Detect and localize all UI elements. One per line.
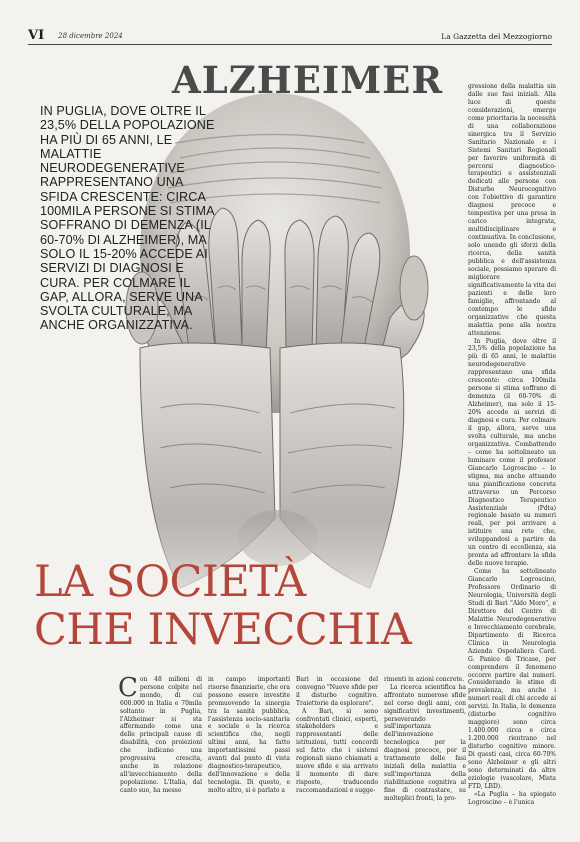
article-body xyxy=(118,673,556,824)
article-paragraph: in campo importanti risorse finanziarie, che ora possono essere investite promuovendo la sinergia tra la sanità pubblica, l'assistenza socio-sanitaria e sociale e la ricerca scientifica che, negli ultimi anni, ha fatto importantissimi passi avanti dal punto di vista diagnostico-terapeutico, dell'innovazione e della tecnologia. Di questo, e molto altro, si è parlato a xyxy=(208,676,290,794)
headline-line-1: LA SOCIETÀ xyxy=(34,557,306,607)
article-paragraph: In Puglia, dove oltre il 23,5% della popolazione ha più di 65 anni, le malattie neurodegenerative rappresentano una sfida crescente: circa 100mila persone si stima soffrano di demenza (il 60-70% di Alzheimer), ma solo il 15-20% accede ai servizi di diagnosi e cura. Per colmare il gap, allora, serve una svolta culturale, ma anche organizzativa. Combattendo – come ha sottolineato un luminare come il professor Giancarlo Logroscino – lo stigma, ma anche attuando una pianificazione concreta attraverso un Percorso Diagnostico Terapeutico Assistenziale (Pdta) regionale basato su numeri reali, per poi arrivare a istituire una rete che, sviluppandosi a partire da un centro di eccellenza, sia pronta ad affrontare la sfida delle nuove terapie. xyxy=(468,337,556,568)
headline xyxy=(34,558,411,654)
article-paragraph: gressione della malattia sin dalle sue fasi iniziali. Alla luce di queste considerazioni, emerge come prioritaria la necessità di una collaborazione sinergica tra il Servizio Sanitario Nazionale e i Sistemi Sanitari Regionali per favorire uniformità di percorsi diagnostico-terapeutici e assistenziali dedicati alle persone con Disturbo Neurocognitivo con l'obiettivo di garantire diagnosi precoce e tempestiva per una presa in carico integrata, multidisciplinare e continuativa. In conclusione, solo unendo gli sforzi della ricerca, della sanità pubblica e dell'assistenza sociale, possiamo sperare di migliorare significativamente la vita dei pazienti e delle loro famiglie, affrontando al contempo le sfide organizzative che questa malattia pone alla nostra attenzione. xyxy=(468,83,556,337)
newspaper-name: La Gazzetta del Mezzogiorno xyxy=(441,32,552,41)
article-column-4 xyxy=(384,676,466,824)
article-paragraph: Bari in occasione del convegno "Nuove sfide per il disturbo cognitivo. Traiettorie da esplorare". xyxy=(296,676,378,707)
article-paragraph: A Bari, si sono confrontati clinici, esperti, stakeholders e rappresentanti delle istituzioni, tutti concordi sul fatto che i sistemi regionali siano chiamati a nuove sfide e sia arrivato il momento di dare risposte, traducendo raccomandazioni e sugge- xyxy=(296,707,378,794)
article-paragraph: rimenti in azioni concrete. xyxy=(384,676,465,683)
headline-line-2: CHE INVECCHIA xyxy=(34,605,412,655)
issue-date: 28 dicembre 2024 xyxy=(58,32,123,40)
article-paragraph: La ricerca scientifica ha affrontato numerose sfide nel corso degli anni, con significativi investimenti, perseverando sull'importanza dell'innovazione tecnologica per la diagnosi precoce, per il trattamento delle fasi iniziali della malattia e sull'importanza della riabilitazione cognitiva al fine di contrastare, su molteplici fronti, la pro- xyxy=(384,683,466,802)
article-column-2 xyxy=(208,676,290,824)
article-paragraph: Come ha sottolineato Giancarlo Logroscino, Professore Ordinario di Neurologia, Università degli Studi di Bari "Aldo Moro", e Direttore del Centro di Malattie Neurodegenerative e Invecchiamento cerebrale, Dipartimento di Ricerca Clinica in Neurologia Azienda Ospedaliera Card. G. Panico di Tricase, per comprendere il fenomeno occorre partire dai numeri. Considerando le stime di prevalenza, ma anche i numeri reali di chi accede ai servizi. In Italia, le demenze (disturbo cognitivo maggiore) sono circa 1.400.000 circa e circa 1.200.000 rientrano nel disturbo cognitivo minore. Di questi casi, circa 60-70% sono Alzheimer e gli altri sono determinati da altre eziologie (vascolare, Mista FTD, LBD). xyxy=(468,568,556,790)
article-paragraph: «La Puglia – ha spiegato Logroscino – è l'unica xyxy=(468,790,556,806)
article-paragraph: on 48 milioni di persone colpite nel mondo, di cui 600.000 in Italia e 70mila soltanto in Puglia, l'Alzheimer si sta affermando come una delle principali cause di disabilità, con proiezioni che indicano una progressiva crescita, anche in relazione all'invecchiamento della popolazione. L'Italia, dal canto suo, ha messo xyxy=(120,676,202,794)
drop-cap: C xyxy=(118,673,138,703)
page-header xyxy=(28,26,552,45)
article-column-1 xyxy=(118,673,202,824)
page-number: VI xyxy=(28,28,45,43)
lede-text xyxy=(40,104,222,333)
lede-paragraph: IN PUGLIA, DOVE OLTRE IL 23,5% DELLA POPOLAZIONE HA PIÙ DI 65 ANNI, LE MALATTIE NEURODEGENERATIVE RAPPRESENTANO UNA SFIDA CRESCENTE: CIRCA 100MILA PERSONE SI STIMA SOFFRANO DI DEMENZA (IL 60-70% DI ALZHEIMER), MA SOLO IL 15-20% ACCEDE AI SERVIZI DI DIAGNOSI E CURA. PER COLMARE IL GAP, ALLORA, SERVE UNA SVOLTA CULTURALE, MA ANCHE ORGANIZZATIVA. xyxy=(40,104,215,333)
section-kicker: ALZHEIMER xyxy=(172,58,444,102)
article-column-3 xyxy=(296,676,378,824)
